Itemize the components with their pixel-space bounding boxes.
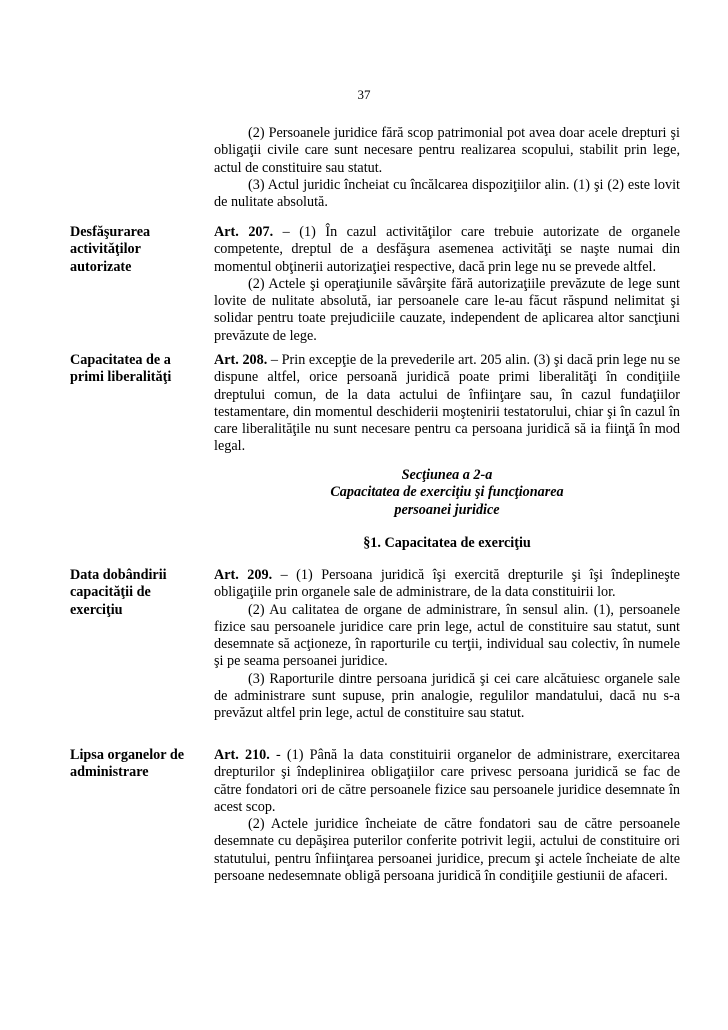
art-207-text-1: – (1) În cazul activităţilor care trebuie autorizate de organele competente, dreptul de a desfăşura asemenea activităţi se naşte numai din momentul obţinerii autorizaţiei respective, dacă prin lege nu se prevede altfel. (214, 224, 680, 275)
art-209-paragraph-1 (214, 567, 680, 602)
section-heading-line-3: persoanei juridice (394, 501, 500, 518)
art-210-number: Art. 210. (214, 747, 270, 763)
article-208 (214, 352, 680, 456)
section-heading-line-2: Capacitatea de exerciţiu şi funcţionarea (330, 484, 564, 501)
article-210 (214, 747, 680, 885)
art-209-paragraph-3: (3) Raporturile dintre persoana juridică şi cei care alcătuiesc organele sale de administrare sunt supuse, prin analogie, regulilor mandatului, dacă nu s-a prevăzut altfel prin lege, actul de constituire sau statut. (214, 670, 680, 722)
art-208-number: Art. 208. (214, 352, 268, 368)
art-209-number: Art. 209. (214, 567, 273, 583)
art-209-paragraph-2: (2) Au calitatea de organe de administrare, în sensul alin. (1), persoanele fizice sau persoanele juridice care prin lege, actul de constituire sau statut, sunt desemnate să acţioneze, în raporturile cu terţii, individual sau colectiv, în numele şi pe seama persoanei juridice. (214, 601, 680, 670)
article-207 (214, 224, 680, 345)
art-210-paragraph-2: (2) Actele juridice încheiate de către fondatori sau de către persoanele desemnate cu depăşirea puterilor conferite potrivit legii, actului de constituire ori statutului, pentru înfiinţarea persoanei juridice, precum şi actele încheiate de alte persoane nedesemnate obligă persoana juridică în condiţiile gestiunii de afaceri. (214, 816, 680, 885)
margin-title-art-208: Capacitatea de a primi liberalităţi (70, 352, 172, 386)
art-208-paragraph-1 (214, 352, 680, 456)
margin-title-art-209: Data dobândirii capacităţii de exerciţiu (70, 567, 167, 618)
art-207-paragraph-2: (2) Actele şi operaţiunile săvârşite fără autorizaţiile prevăzute de lege sunt lovite de nulitate absolută, iar persoanele care le-au făcut răspund nelimitat şi solidar pentru toate prejudiciile cauzate, independent de aplicarea altor sancţiuni prevăzute de lege. (214, 275, 680, 344)
section-heading-line-1: Secţiunea a 2-a (401, 467, 493, 483)
intro-paragraph-2: (2) Persoanele juridice fără scop patrimonial pot avea doar acele drepturi şi obligaţii civile care sunt necesare pentru realizarea scopului, stabilit prin lege, actul de constituire sau statut. (214, 125, 680, 176)
section-heading (214, 467, 680, 519)
art-207-paragraph-1 (214, 224, 680, 276)
subsection-heading: §1. Capacitatea de exerciţiu (363, 535, 531, 551)
margin-title-art-210: Lipsa organelor de administrare (70, 747, 185, 781)
page-number: 37 (357, 87, 371, 102)
art-210-paragraph-1 (214, 747, 680, 816)
intro-paragraph-3: (3) Actul juridic încheiat cu încălcarea dispoziţiilor alin. (1) şi (2) este lovit de nulitate absolută. (214, 176, 680, 211)
art-210-text-1: - (1) Până la data constituirii organelor de administrare, exercitarea drepturilor şi îndeplinirea obligaţiilor care privesc persoana juridică se fac de către fondatori ori de către persoanele fizice sau persoanele juridice desemnate în acest scop. (214, 747, 680, 815)
art-208-text-1: – Prin excepţie de la prevederile art. 205 alin. (3) şi dacă prin lege nu se dispune altfel, orice persoană juridică poate primi liberalităţi în condiţiile dreptului comun, de la data actului de înfiinţare sau, în cazul fundaţiilor testamentare, din momentul deschiderii moştenirii testatorului, chiar şi în cazul în care liberalităţile nu sunt necesare pentru ca persoana juridică să ia fiinţă în mod legal. (214, 352, 680, 455)
intro-text (214, 125, 680, 211)
article-209 (214, 567, 680, 723)
art-207-number: Art. 207. (214, 224, 274, 240)
art-209-text-1: – (1) Persoana juridică îşi exercită drepturile şi îşi îndeplineşte obligaţiile prin organele sale de administrare, de la data constituirii lor. (214, 567, 680, 601)
margin-title-art-207: Desfăşurarea activităţilor autorizate (70, 224, 151, 275)
